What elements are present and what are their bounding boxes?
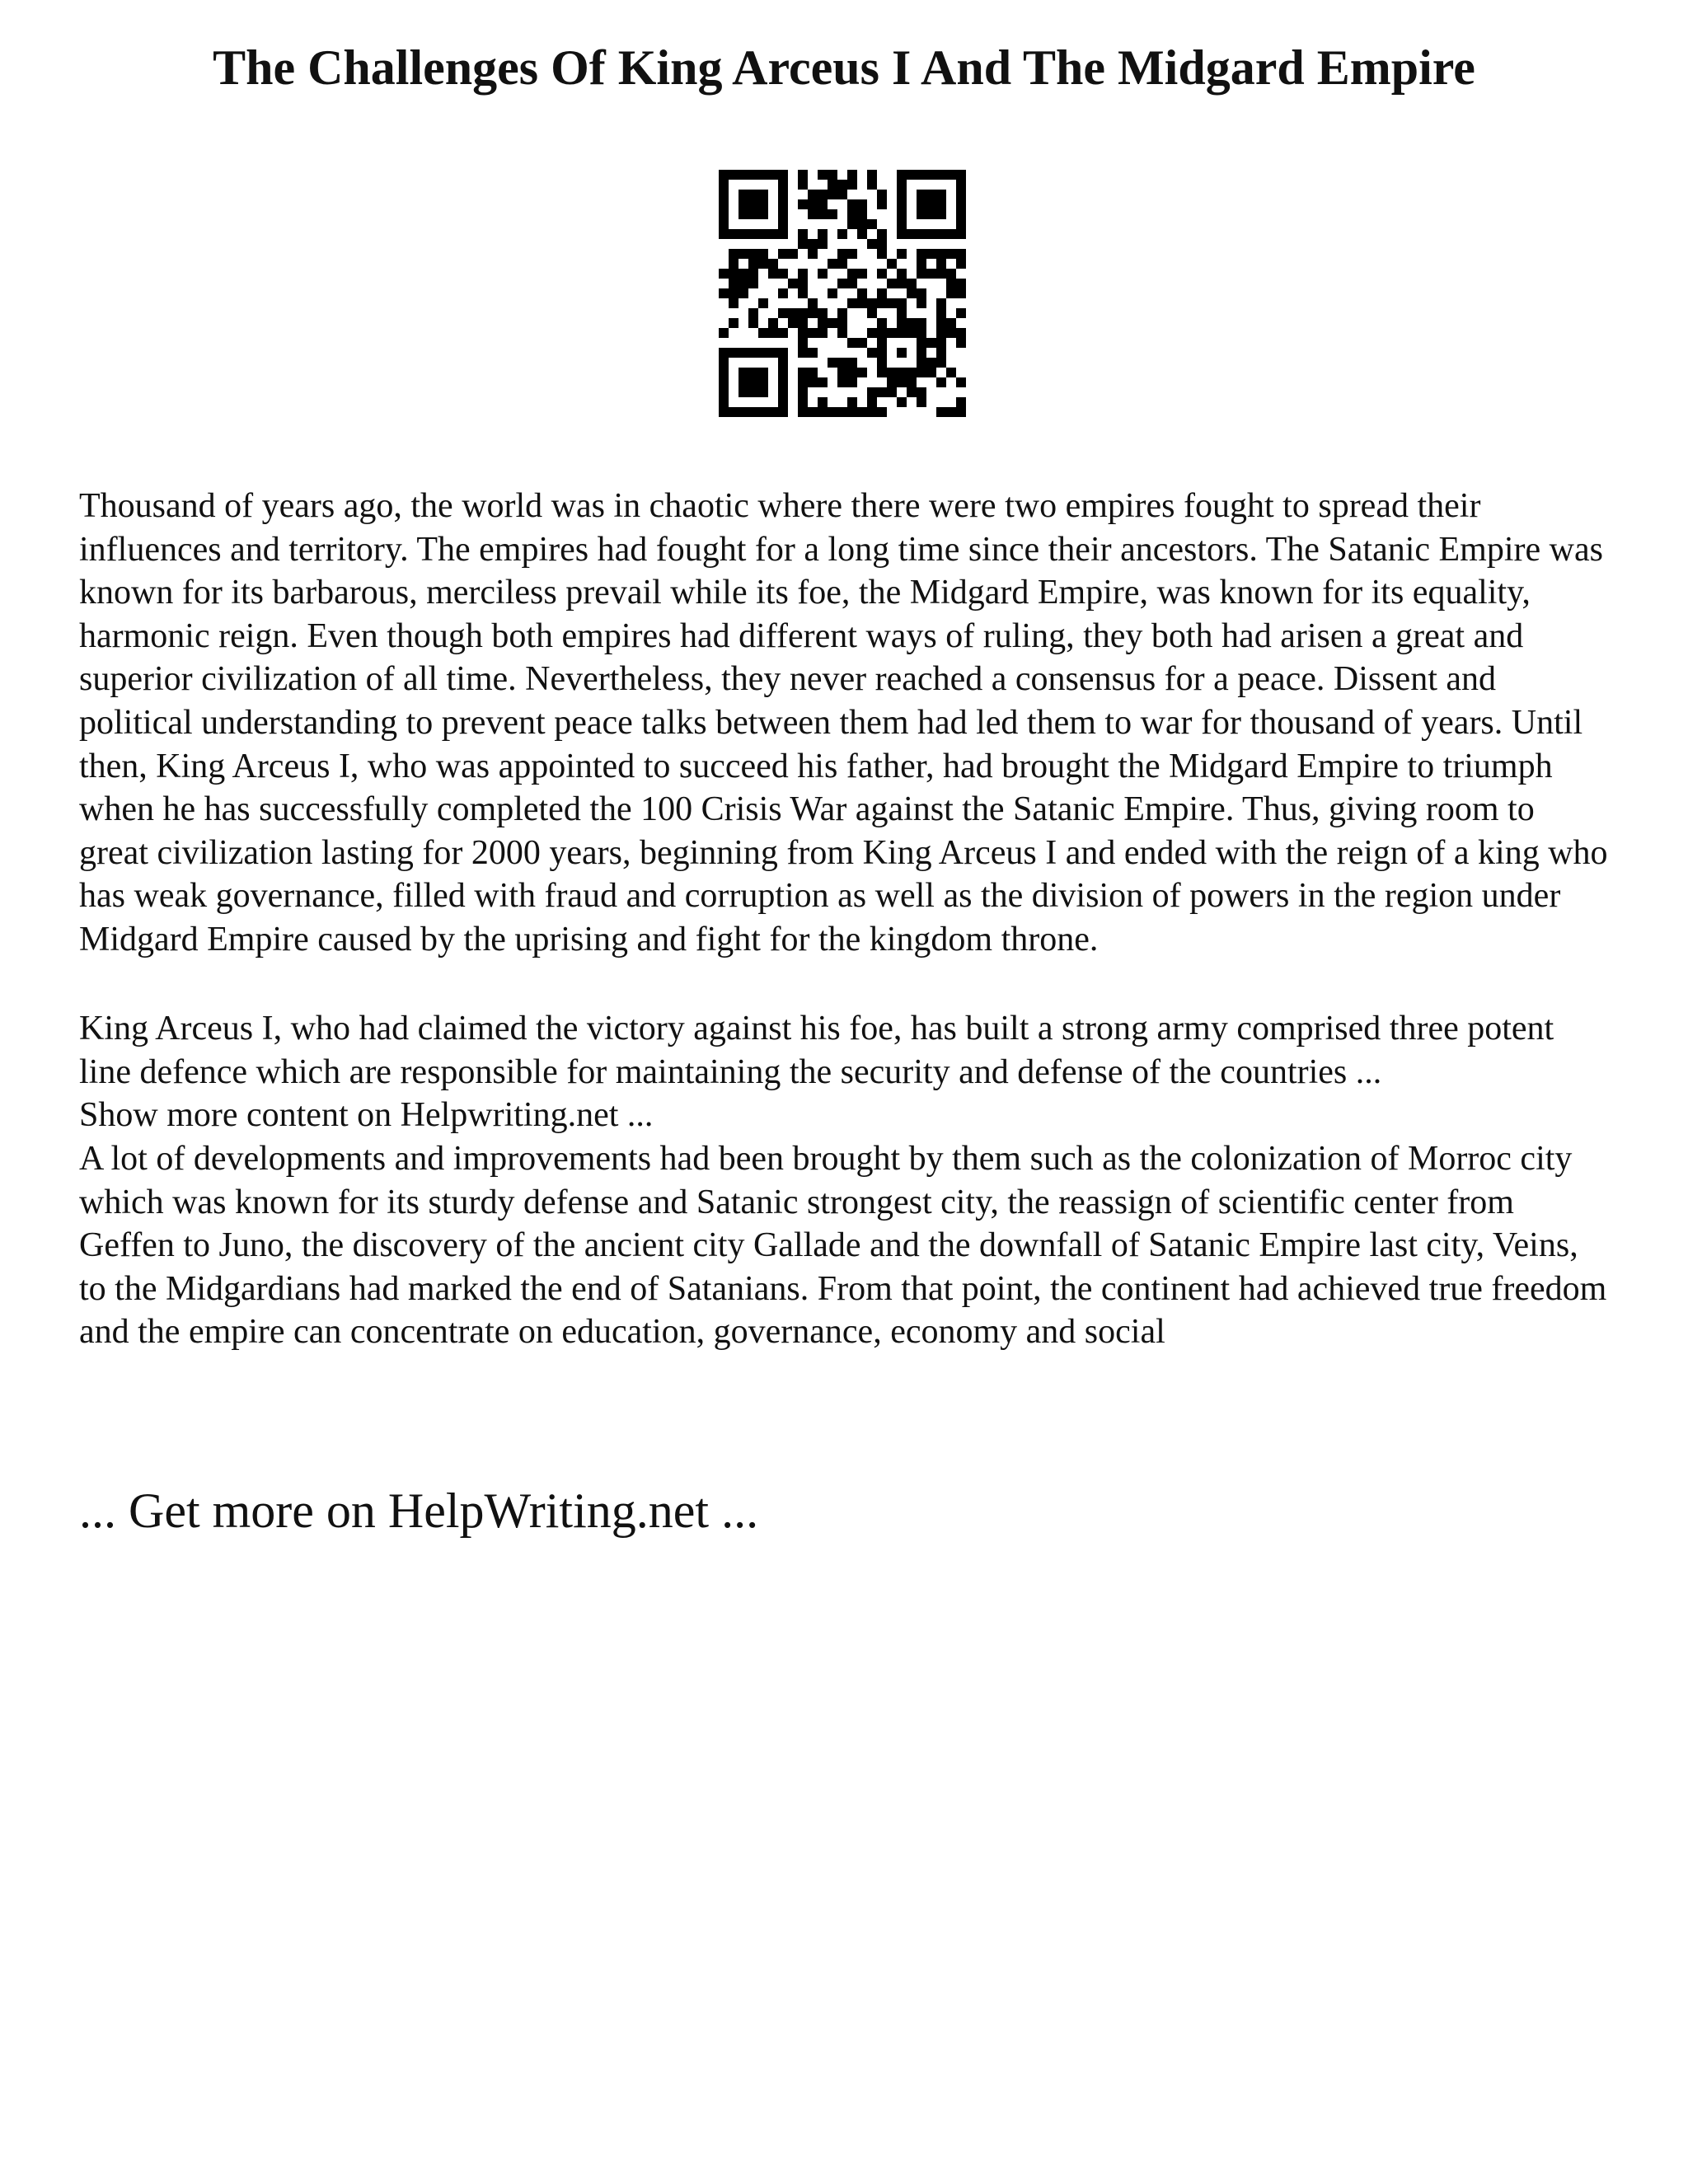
qr-code-icon <box>719 170 966 417</box>
show-more-link[interactable]: Show more content on Helpwriting.net ... <box>79 1096 654 1134</box>
paragraph-intro: Thousand of years ago, the world was in chaotic where there were two empires fought to spread their influences and territory. The empires had fought for a long time since their ancestors. The Satanic Empire was known for its barbarous, merciless prevail while its foe, the Midgard Empire, was known for its equality, harmonic reign. Even though both empires had different ways of ruling, they both had arisen a great and superior civilization of all time. Nevertheless, they never reached a consensus for a peace. Dissent and political understanding to prevent peace talks between them had led them to war for thousand of years. Until then, King Arceus I, who was appointed to succeed his father, had brought the Midgard Empire to triumph when he has successfully completed the 100 Crisis War against the Satanic Empire. Thus, giving room to great civilization lasting for 2000 years, beginning from King Arceus I and ended with the reign of a king who has weak governance, filled with fraud and corruption as well as the division of powers in the region under Midgard Empire caused by the uprising and fight for the kingdom throne. <box>79 487 1608 958</box>
paragraph-developments: A lot of developments and improvements had been brought by them such as the colonization of Morroc city which was known for its sturdy defense and Satanic strongest city, the reassign of scientific center from Geffen to Juno, the discovery of the ancient city Gallade and the downfall of Satanic Empire last city, Veins, to the Midgardians had marked the end of Satanians. From that point, the continent had achieved true freedom and the empire can concentrate on education, governance, economy and social <box>79 1140 1607 1352</box>
get-more-link[interactable]: ... Get more on HelpWriting.net ... <box>79 1483 759 1538</box>
qr-code-image <box>719 170 966 417</box>
paragraph-army: King Arceus I, who had claimed the victory against his foe, has built a strong army comprised three potent line defence which are responsible for maintaining the security and defense of the countries ... <box>79 1010 1554 1091</box>
document-title: The Challenges Of King Arceus I And The Midgard Empire <box>213 40 1475 95</box>
